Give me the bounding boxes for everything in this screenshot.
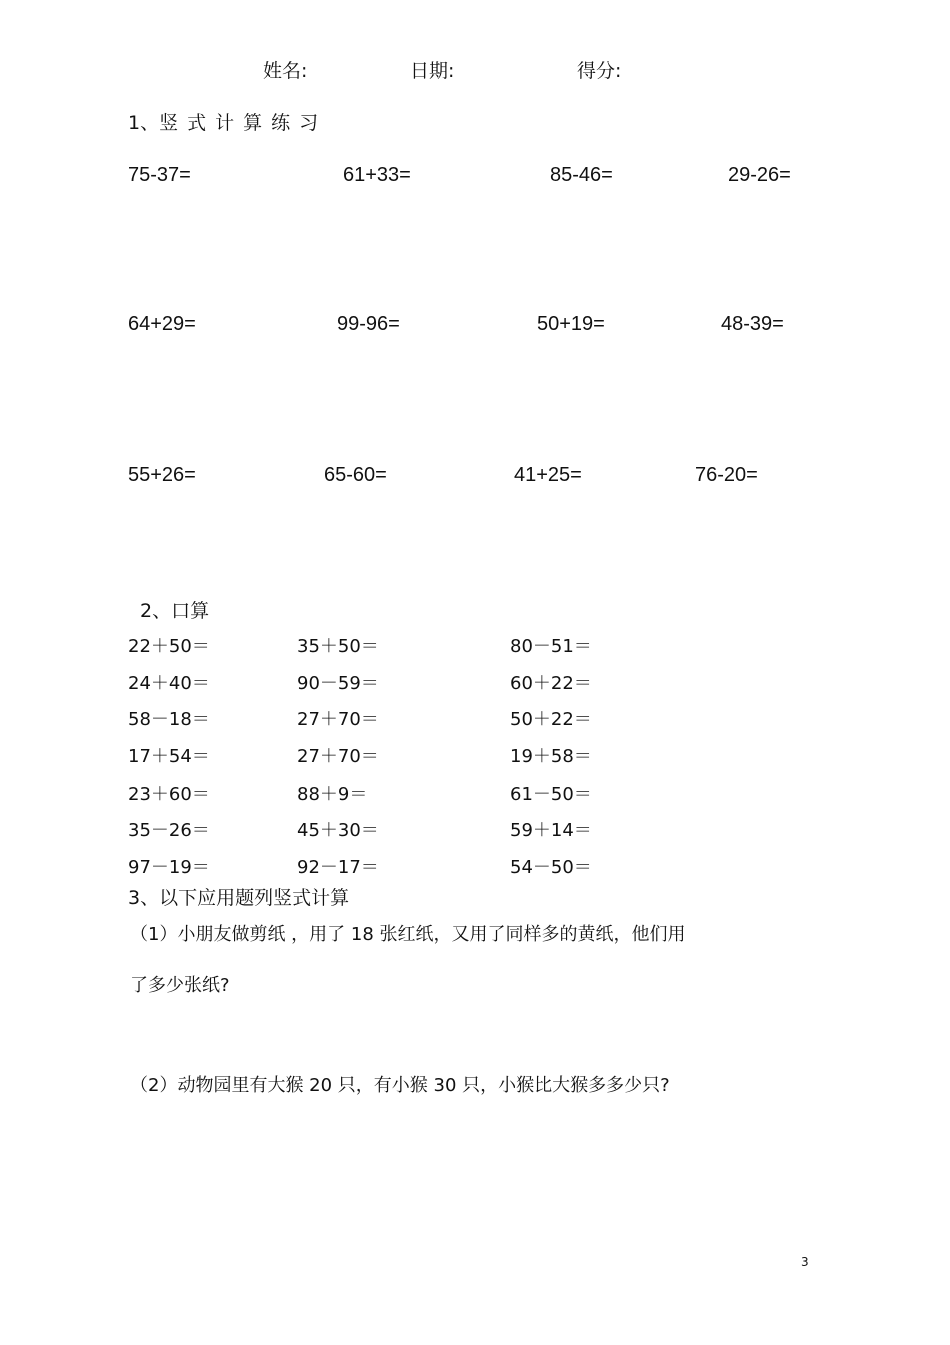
name-label: 姓名: <box>263 60 308 82</box>
word-problem-1-line2: 了多少张纸? <box>130 975 230 996</box>
oral-problem: 23＋60＝ <box>128 784 210 805</box>
vertical-problem: 65-60= <box>324 464 387 486</box>
oral-problem: 61－50＝ <box>510 784 592 805</box>
oral-problem: 54－50＝ <box>510 857 592 878</box>
section1-title-text: 竖式计算练习 <box>159 112 328 134</box>
word-problem-2: （2）动物园里有大猴 20 只，有小猴 30 只，小猴比大猴多多少只? <box>130 1075 670 1096</box>
vertical-problem: 75-37= <box>128 164 191 186</box>
date-label: 日期: <box>410 60 455 82</box>
oral-problem: 92－17＝ <box>297 857 379 878</box>
vertical-problem: 55+26= <box>128 464 196 486</box>
oral-problem: 27＋70＝ <box>297 709 379 730</box>
oral-problem: 58－18＝ <box>128 709 210 730</box>
oral-problem: 59＋14＝ <box>510 820 592 841</box>
vertical-problem: 48-39= <box>721 313 784 335</box>
oral-problem: 80－51＝ <box>510 636 592 657</box>
oral-problem: 27＋70＝ <box>297 746 379 767</box>
section3-title: 3、以下应用题列竖式计算 <box>128 887 350 909</box>
oral-problem: 45＋30＝ <box>297 820 379 841</box>
oral-problem: 60＋22＝ <box>510 673 592 694</box>
vertical-problem: 85-46= <box>550 164 613 186</box>
oral-problem: 24＋40＝ <box>128 673 210 694</box>
oral-problem: 35＋50＝ <box>297 636 379 657</box>
oral-problem: 97－19＝ <box>128 857 210 878</box>
oral-problem: 17＋54＝ <box>128 746 210 767</box>
vertical-problem: 41+25= <box>514 464 582 486</box>
section1-title-number: 1、 <box>128 112 160 134</box>
page-number: 3 <box>801 1255 809 1269</box>
vertical-problem: 76-20= <box>695 464 758 486</box>
vertical-problem: 99-96= <box>337 313 400 335</box>
vertical-problem: 61+33= <box>343 164 411 186</box>
oral-problem: 22＋50＝ <box>128 636 210 657</box>
score-label: 得分: <box>577 60 622 82</box>
section2-title: 2、口算 <box>140 600 210 622</box>
oral-problem: 88＋9＝ <box>297 784 368 805</box>
vertical-problem: 64+29= <box>128 313 196 335</box>
vertical-problem: 50+19= <box>537 313 605 335</box>
oral-problem: 50＋22＝ <box>510 709 592 730</box>
oral-problem: 90－59＝ <box>297 673 379 694</box>
oral-problem: 19＋58＝ <box>510 746 592 767</box>
vertical-problem: 29-26= <box>728 164 791 186</box>
section1-title <box>128 114 327 133</box>
oral-problem: 35－26＝ <box>128 820 210 841</box>
word-problem-1-line1: （1）小朋友做剪纸 ，用了 18 张红纸，又用了同样多的黄纸，他们用 <box>130 924 686 945</box>
